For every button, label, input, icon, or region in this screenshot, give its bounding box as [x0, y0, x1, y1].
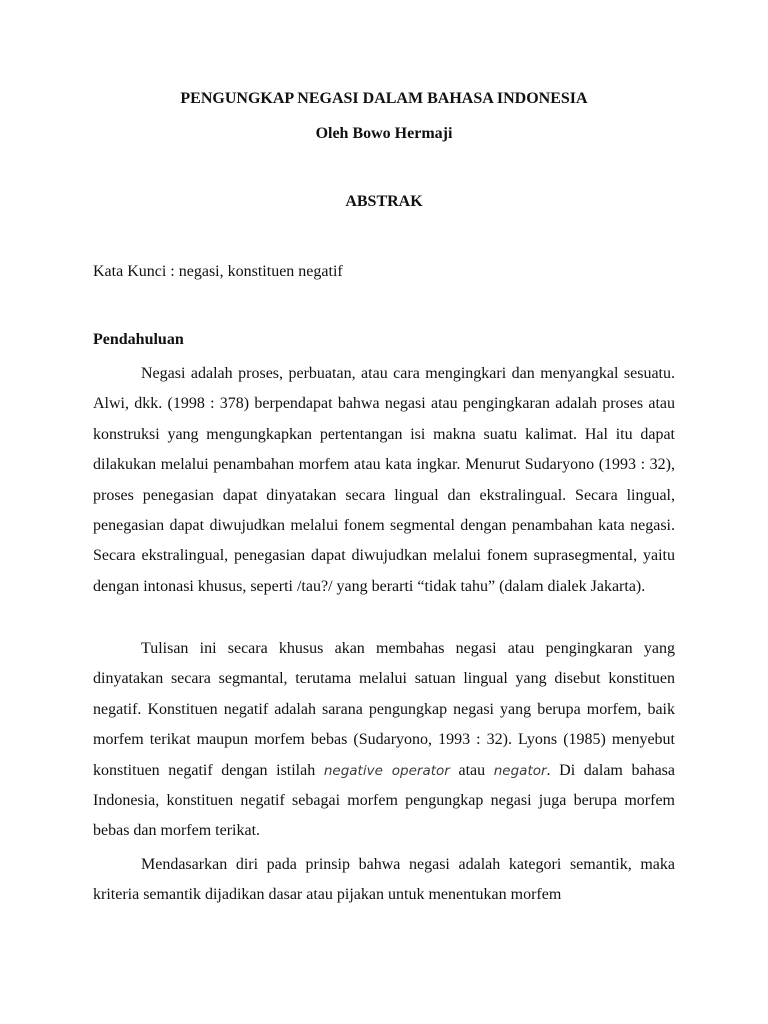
term-negative-operator: negative operator — [323, 762, 450, 779]
paragraph-2-text-a: Tulisan ini secara khusus akan membahas negasi atau pengingkaran yang dinyatakan secara segmantal, terutama melalui satuan lingual yang disebut konstituen negatif. Konstituen negatif adalah sarana pengungkap negasi yang berupa morfem, baik morfem terikat maupun morfem bebas (Sudaryono, 1993 : 32). Lyons (1985) menyebut konstituen negatif dengan istilah — [93, 640, 675, 779]
paragraph-3: Mendasarkan diri pada prinsip bahwa negasi adalah kategori semantik, maka kriteria semantik dijadikan dasar atau pijakan untuk menentukan morfem — [93, 856, 675, 904]
abstract-heading: ABSTRAK — [345, 193, 423, 210]
paragraph-1: Negasi adalah proses, perbuatan, atau cara mengingkari dan menyangkal sesuatu. Alwi, dkk. (1998 : 378) berpendapat bahwa negasi atau pengingkaran adalah proses atau konstruksi yang mengungkapkan pertentangan isi makna suatu kalimat. Hal itu dapat dilakukan melalui penambahan morfem atau kata ingkar. Menurut Sudaryono (1993 : 32), proses penegasian dapat dinyatakan secara lingual dan ekstralingual. Secara lingual, penegasian dapat diwujudkan melalui fonem segmental dengan penambahan kata negasi. Secara ekstralingual, penegasian dapat diwujudkan melalui fonem suprasegmental, yaitu dengan intonasi khusus, seperti /tau?/ yang berarti “tidak tahu” (dalam dialek Jakarta). — [93, 365, 675, 595]
term-negator: negator — [493, 762, 547, 779]
paragraph-2 — [93, 634, 675, 847]
paragraph-2-text-c: . Di dalam bahasa Indonesia, konstituen negatif sebagai morfem pengungkap negasi juga berupa morfem bebas dan morfem terikat. — [93, 761, 675, 840]
keywords-line: Kata Kunci : negasi, konstituen negatif — [93, 263, 343, 280]
section-heading: Pendahuluan — [93, 331, 184, 348]
author-line: Oleh Bowo Hermaji — [315, 125, 453, 142]
paragraph-2-text-b: atau — [449, 761, 494, 779]
document-title: PENGUNGKAP NEGASI DALAM BAHASA INDONESIA — [180, 90, 588, 107]
